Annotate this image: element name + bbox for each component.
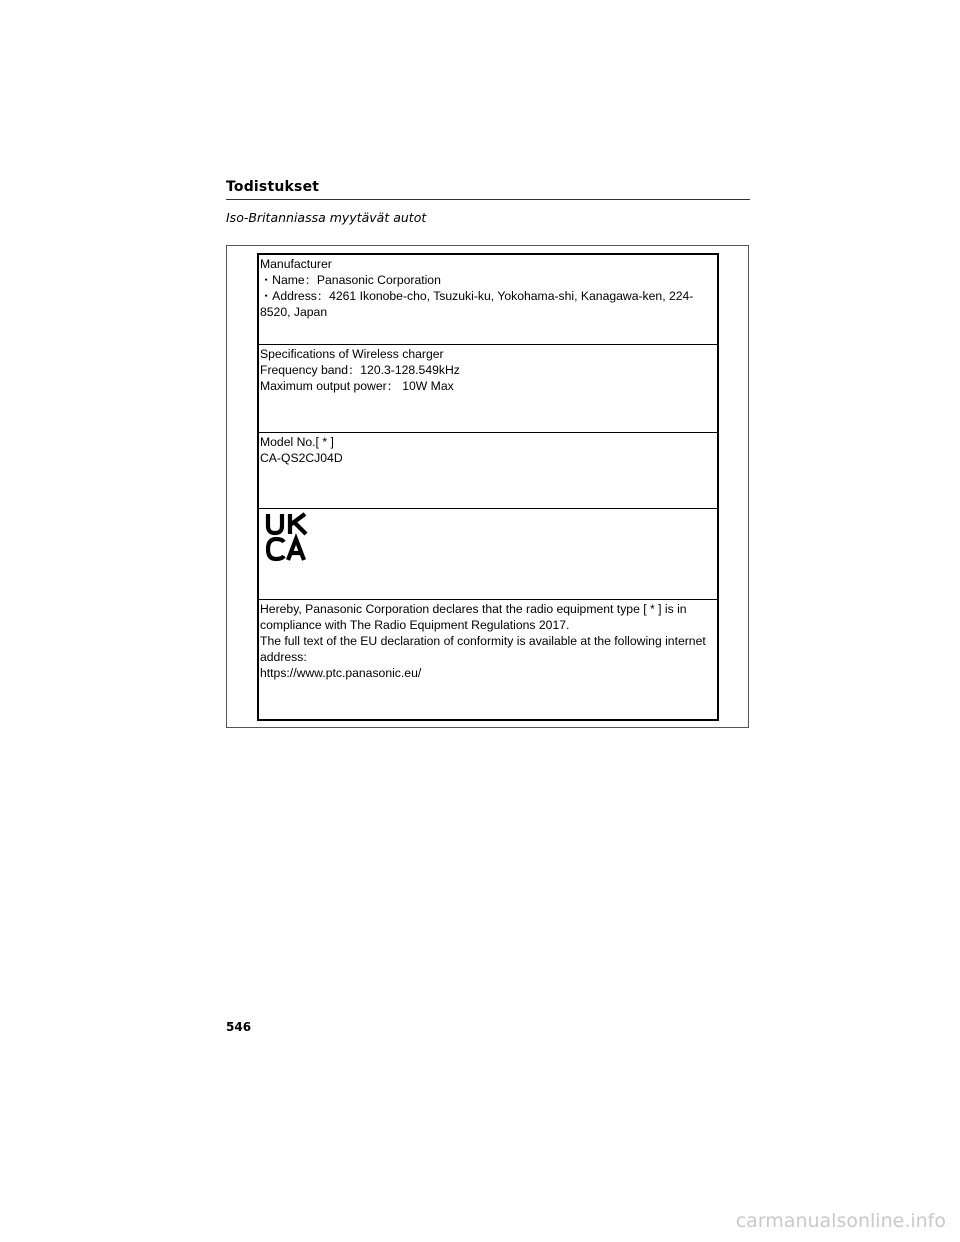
- declaration-url[interactable]: https://www.ptc.panasonic.eu/: [260, 666, 422, 680]
- page-number: 546: [226, 1020, 252, 1034]
- model-section: [259, 433, 717, 509]
- specifications-heading: Specifications of Wireless charger: [260, 347, 444, 361]
- frequency-band: Frequency band：120.3-128.549kHz: [260, 363, 460, 377]
- watermark: carmanualsonline.info: [735, 1210, 946, 1232]
- title-divider: [226, 199, 750, 200]
- section-title: Todistukset: [226, 179, 320, 195]
- declaration-section: [259, 600, 717, 719]
- declaration-statement: Hereby, Panasonic Corporation declares that the radio equipment type [ * ] is in compliance with The Radio Equipment Regulations 2017.: [260, 602, 687, 632]
- model-number: CA-QS2CJ04D: [260, 451, 343, 465]
- certification-label: [257, 253, 719, 721]
- manufacturer-address: ・Address：4261 Ikonobe-cho, Tsuzuki-ku, Yokohama-shi, Kanagawa-ken, 224-8520, Japan: [260, 289, 694, 319]
- section-subtitle: Iso-Britanniassa myytävät autot: [226, 210, 427, 225]
- ukca-mark-icon: [265, 512, 315, 562]
- specifications-section: [259, 345, 717, 433]
- manufacturer-name: ・Name：Panasonic Corporation: [260, 273, 441, 287]
- manufacturer-section: [259, 255, 717, 345]
- ukca-section: [259, 509, 717, 600]
- declaration-availability: The full text of the EU declaration of conformity is available at the following internet address:: [260, 634, 706, 664]
- model-heading: Model No.[ * ]: [260, 435, 334, 449]
- max-output-power: Maximum output power： 10W Max: [260, 379, 454, 393]
- manufacturer-heading: Manufacturer: [260, 257, 332, 271]
